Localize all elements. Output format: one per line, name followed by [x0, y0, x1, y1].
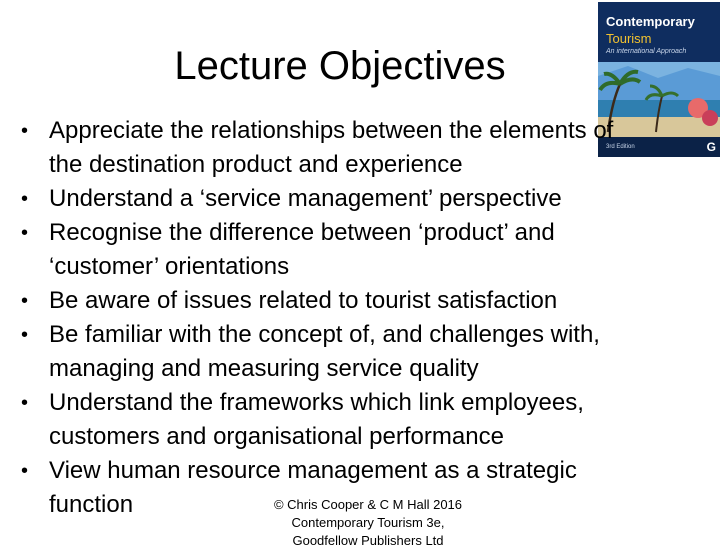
objective-item — [18, 182, 698, 216]
objectives-list — [18, 114, 698, 522]
book-cover-edition: 3rd Edition — [606, 144, 635, 150]
objective-line: function — [49, 491, 134, 518]
slide-title: Lecture Objectives — [174, 44, 506, 88]
book-cover-subtitle: An international Approach — [606, 48, 687, 55]
objective-item — [18, 216, 698, 284]
objective-line: Appreciate the relationships between the elements of — [49, 117, 614, 144]
objective-item — [18, 318, 698, 386]
objective-line: the destination product and experience — [49, 151, 463, 178]
objective-line: Recognise the difference between ‘product’ and — [49, 219, 555, 246]
objective-line: customers and organisational performance — [49, 423, 504, 450]
book-cover-title-line2: Tourism — [606, 31, 652, 46]
copyright-notice — [258, 496, 478, 550]
objective-item — [18, 386, 698, 454]
book-cover-title-line1: Contemporary — [606, 14, 695, 29]
objective-line: Understand the frameworks which link employees, — [49, 389, 584, 416]
objective-line: Be aware of issues related to tourist satisfaction — [49, 287, 558, 314]
objective-line: Be familiar with the concept of, and challenges with, — [49, 321, 600, 348]
objective-line: ‘customer’ orientations — [49, 253, 290, 280]
objective-item — [18, 284, 698, 318]
objective-line: managing and measuring service quality — [49, 355, 479, 382]
objective-line: Understand a ‘service management’ perspective — [49, 185, 562, 212]
copyright-line: Contemporary Tourism 3e, — [291, 515, 445, 530]
copyright-line: © Chris Cooper & C M Hall 2016 — [273, 497, 463, 512]
copyright-line: Goodfellow Publishers Ltd — [292, 533, 444, 548]
publisher-logo-icon: G — [706, 140, 716, 154]
objective-item — [18, 114, 698, 182]
objective-line: View human resource management as a strategic — [49, 457, 577, 484]
